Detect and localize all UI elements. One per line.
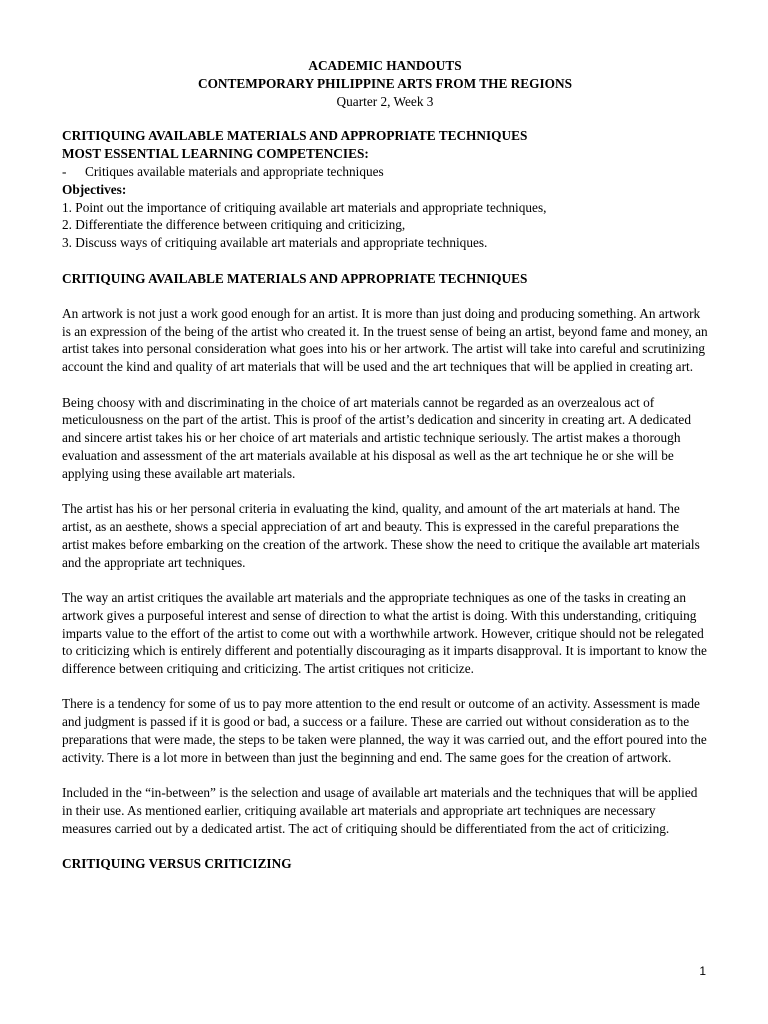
competencies-heading: MOST ESSENTIAL LEARNING COMPETENCIES: [62, 146, 369, 162]
lesson-info [62, 127, 708, 252]
competency-bullet: - [62, 163, 67, 179]
lesson-title: CRITIQUING AVAILABLE MATERIALS AND APPROPRIATE TECHNIQUES [62, 128, 528, 144]
document-header [62, 57, 708, 110]
body-paragraph: Being choosy with and discriminating in the choice of art materials cannot be regarded as an overzealous act of meticulousness on the part of the artist. This is proof of the artist’s dedication and sincerity in creating art. A dedicated and sincere artist takes his or her choice of art materials and artistic technique seriously. The artist makes a thorough evaluation and assessment of the art materials available at his disposal as well as the art technique he or she will be applying using these available art materials. [62, 394, 691, 481]
body-paragraph: An artwork is not just a work good enough for an artist. It is more than just doing and producing something. An artwork is an expression of the being of the artist who created it. In the truest sense of being an artist, beyond fame and money, an artist takes into personal consideration what goes into his or her artwork. The artist will take into careful and scrutinizing account the kind and quality of art materials that will be used and the art techniques that will be applied in creating art. [62, 305, 708, 375]
body-paragraph: Included in the “in-between” is the selection and usage of available art materials and the techniques that will be applied in their use. As mentioned earlier, critiquing available art materials and appropriate art techniques are necessary measures carried out by a dedicated artist. The act of critiquing should be differentiated from the act of criticizing. [62, 785, 698, 836]
header-quarter-week: Quarter 2, Week 3 [336, 93, 434, 109]
header-title: ACADEMIC HANDOUTS [308, 58, 462, 73]
objective-item: 1. Point out the importance of critiquing available art materials and appropriate techniques, [62, 199, 547, 215]
objective-item: 2. Differentiate the difference between critiquing and criticizing, [62, 217, 406, 233]
header-subject: CONTEMPORARY PHILIPPINE ARTS FROM THE REGIONS [197, 75, 572, 91]
competency-item [62, 163, 708, 181]
section-heading-versus: CRITIQUING VERSUS CRITICIZING [62, 856, 292, 872]
body-paragraph: There is a tendency for some of us to pay more attention to the end result or outcome of an activity. Assessment is made and judgment is passed if it is good or bad, a success or a failure. These are carried out without consideration as to the preparations that were made, the steps to be taken were planned, the way it was carried out, and the effort poured into the activity. There is a lot more in between than just the beginning and end. The same goes for the creation of artwork. [62, 696, 707, 765]
page-number: 1 [699, 964, 706, 978]
section-heading-critiquing: CRITIQUING AVAILABLE MATERIALS AND APPROPRIATE TECHNIQUES [62, 270, 528, 286]
competency-text: Critiques available materials and appropriate techniques [85, 163, 384, 179]
objective-item: 3. Discuss ways of critiquing available art materials and appropriate techniques. [62, 235, 488, 251]
body-paragraph: The artist has his or her personal criteria in evaluating the kind, quality, and amount of the art materials at hand. The artist, as an aesthete, shows a special appreciation of art and beauty. This is expressed in the careful preparations the artist makes before embarking on the creation of the artwork. These show the need to critique the available art materials and the appropriate art techniques. [62, 501, 700, 570]
body-paragraph: The way an artist critiques the available art materials and the appropriate techniques as one of the tasks in creating an artwork gives a purposeful interest and sense of direction to what the artist is doing. With this understanding, critiquing imparts value to the effort of the artist to come out with a worthwhile artwork. However, critique should not be relegated to criticizing which is entirely different and potentially discouraging as it imparts disapproval. It is important to know the difference between critiquing and criticizing. The artist critiques not criticize. [62, 589, 707, 677]
objectives-heading: Objectives: [62, 181, 127, 197]
document-page [62, 57, 708, 890]
